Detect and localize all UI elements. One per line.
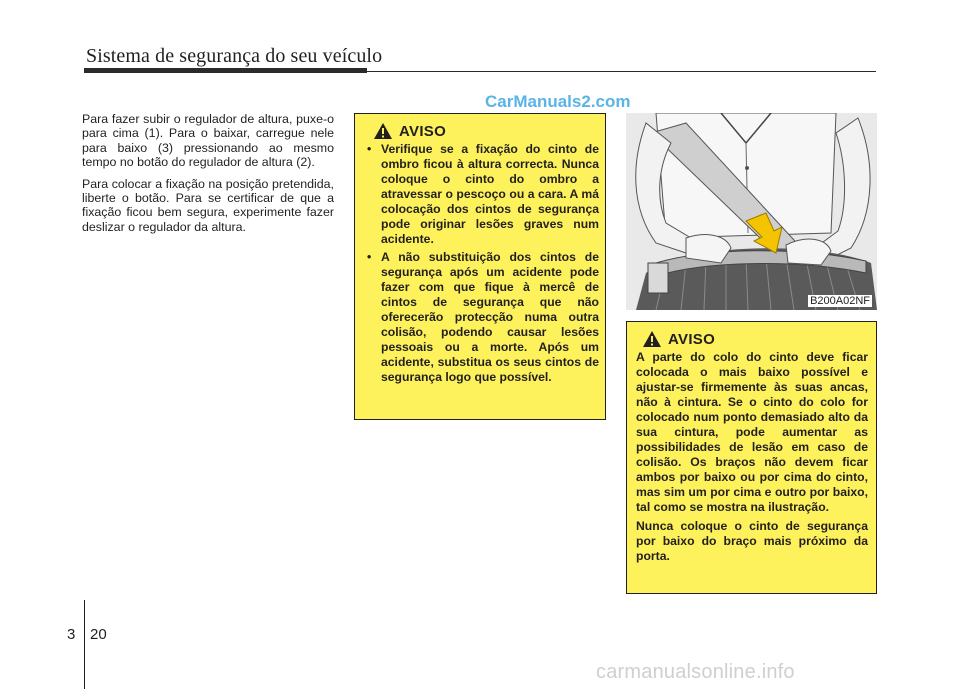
warning-header: [642, 330, 868, 348]
seatbelt-illustration: [626, 113, 877, 310]
header-rule: [84, 71, 876, 72]
paragraph-height-adjust: Para fazer subir o regulador de altura, puxe-o para cima (1). Para o baixar, carregue nele para baixo (3) pressionando ao mesmo tempo no botão do regulador de altura (2).: [82, 112, 334, 170]
warning-paragraph: A parte do colo do cinto deve ficar colocada o mais baixo possível e ajustar-se firmemente às suas ancas, não à cintura. Se o cinto do colo for colocado num ponto demasiado alto da sua cintura, pode aumentar as possibilidades de lesão em caso de colisão. Os braços não devem ficar ambos por baixo ou por cima do cinto, mas sim um por cima e outro por baixo, tal como se mostra na ilustração.: [636, 350, 868, 514]
figure-caption: B200A02NF: [810, 295, 870, 307]
warning-item-text: Verifique se a fixação do cinto de ombro ficou à altura correcta. Nunca coloque o cinto do ombro a atravessar o pescoço ou a cara. A má colocação dos cintos de segurança pode originar lesões graves num acidente.: [381, 142, 599, 246]
warning-title: AVISO: [668, 330, 716, 348]
footer-vertical-rule: [84, 600, 85, 689]
warning-item: [367, 250, 599, 385]
section-number: 3: [67, 626, 76, 643]
footer-watermark[interactable]: carmanualsonline.info: [596, 661, 795, 683]
page-header-title: Sistema de segurança do seu veículo: [86, 45, 383, 67]
warning-item: [367, 142, 599, 247]
warning-box-lap-belt: [626, 321, 877, 594]
bullet-icon: •: [367, 250, 372, 264]
page-number: 20: [90, 626, 107, 643]
warning-item-text: A não substituição dos cintos de segurança após um acidente pode fazer com que fique à mercê de cintos de segurança que não oferecerão protecção numa outra colisão, podendo causar lesões pessoais ou a morte. Após um acidente, substitua os seus cintos de segurança logo que possível.: [381, 250, 599, 384]
seatbelt-lap-illustration-icon: [626, 113, 877, 310]
warning-list: [367, 142, 599, 385]
paragraph-lock-position: Para colocar a fixação na posição pretendida, liberte o botão. Para se certificar de que a fixação ficou bem segura, experimente fazer deslizar o regulador da altura.: [82, 176, 334, 234]
site-watermark[interactable]: CarManuals2.com: [485, 92, 631, 111]
bullet-icon: •: [367, 142, 372, 156]
warning-paragraph: Nunca coloque o cinto de segurança por baixo do braço mais próximo da porta.: [636, 519, 868, 563]
warning-title: AVISO: [399, 122, 447, 140]
warning-box-shoulder-belt: [354, 113, 606, 420]
warning-triangle-icon: [373, 122, 393, 140]
warning-header: [373, 122, 599, 140]
warning-triangle-icon: [642, 330, 662, 348]
left-column: [82, 112, 334, 241]
